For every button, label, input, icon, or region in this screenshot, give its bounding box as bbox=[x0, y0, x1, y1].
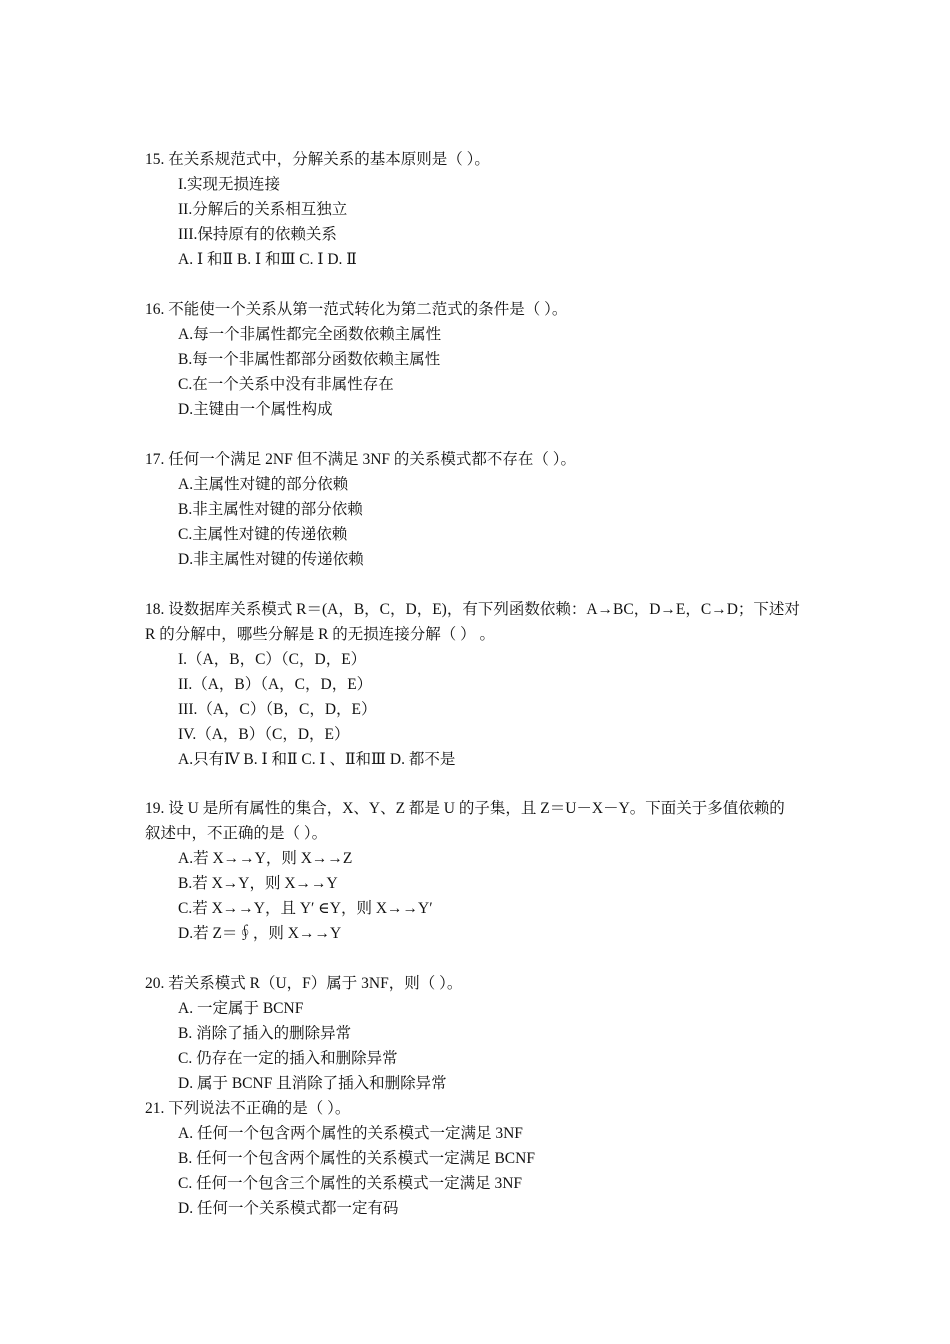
question-17-option: C.主属性对键的传递依赖 bbox=[178, 526, 348, 543]
question-16-stem: 16. 不能使一个关系从第一范式转化为第二范式的条件是（ ）。 bbox=[145, 301, 568, 318]
question-20-option: D. 属于 BCNF 且消除了插入和删除异常 bbox=[178, 1075, 447, 1092]
question-19-option: A.若 X→→Y，则 X→→Z bbox=[178, 850, 353, 867]
question-15-option: III.保持原有的依赖关系 bbox=[178, 226, 337, 243]
question-20-stem: 20. 若关系模式 R（U，F）属于 3NF，则（ ）。 bbox=[145, 975, 463, 992]
question-20-option: B. 消除了插入的删除异常 bbox=[178, 1025, 352, 1042]
question-20-option: A. 一定属于 BCNF bbox=[178, 1000, 304, 1017]
question-15-option: I.实现无损连接 bbox=[178, 176, 281, 193]
question-21-option: C. 任何一个包含三个属性的关系模式一定满足 3NF bbox=[178, 1175, 523, 1192]
question-17-stem: 17. 任何一个满足 2NF 但不满足 3NF 的关系模式都不存在（ ）。 bbox=[145, 451, 577, 468]
question-19-option: D.若 Z＝∮，则 X→→Y bbox=[178, 925, 342, 942]
question-19-option: B.若 X→Y，则 X→→Y bbox=[178, 875, 338, 892]
question-16-option: C.在一个关系中没有非属性存在 bbox=[178, 376, 394, 393]
question-21-stem: 21. 下列说法不正确的是（ ）。 bbox=[145, 1100, 351, 1117]
question-18-option: IV.（A，B）（C，D，E） bbox=[178, 726, 350, 743]
question-21-option: A. 任何一个包含两个属性的关系模式一定满足 3NF bbox=[178, 1125, 523, 1142]
question-18-option: II.（A，B）（A，C，D，E） bbox=[178, 676, 373, 693]
question-15-answer-choices: A. Ⅰ 和Ⅱ B. Ⅰ 和Ⅲ C. Ⅰ D. Ⅱ bbox=[178, 251, 357, 268]
question-16-option: D.主键由一个属性构成 bbox=[178, 401, 333, 418]
question-18-option: III.（A，C）（B，C，D，E） bbox=[178, 701, 377, 718]
question-18-answer-choices: A.只有Ⅳ B. Ⅰ 和Ⅱ C. Ⅰ 、Ⅱ和Ⅲ D. 都不是 bbox=[178, 751, 456, 768]
question-17-option: D.非主属性对键的传递依赖 bbox=[178, 551, 364, 568]
question-16-option: B.每一个非属性都部分函数依赖主属性 bbox=[178, 351, 441, 368]
question-20-option: C. 仍存在一定的插入和删除异常 bbox=[178, 1050, 398, 1067]
question-18-stem-continued: R 的分解中，哪些分解是 R 的无损连接分解（ ） 。 bbox=[145, 626, 496, 643]
question-19-option: C.若 X→→Y，且 Y′ ∈Y，则 X→→Y′ bbox=[178, 900, 433, 917]
question-17-option: B.非主属性对键的部分依赖 bbox=[178, 501, 363, 518]
question-15-option: II.分解后的关系相互独立 bbox=[178, 201, 348, 218]
question-18-option: I.（A，B，C）（C，D，E） bbox=[178, 651, 367, 668]
question-18-stem: 18. 设数据库关系模式 R＝(A，B，C，D，E)，有下列函数依赖：A→BC，D→E，C→D；下述对 bbox=[145, 601, 800, 618]
question-19-stem-continued: 叙述中，不正确的是（ ）。 bbox=[145, 825, 328, 842]
question-19-stem: 19. 设 U 是所有属性的集合，X、Y、Z 都是 U 的子集，且 Z＝U－X－Y。下面关于多值依赖的 bbox=[145, 800, 785, 817]
question-17-option: A.主属性对键的部分依赖 bbox=[178, 476, 349, 493]
question-21-option: D. 任何一个关系模式都一定有码 bbox=[178, 1200, 399, 1217]
question-21-option: B. 任何一个包含两个属性的关系模式一定满足 BCNF bbox=[178, 1150, 535, 1167]
question-15-stem: 15. 在关系规范式中，分解关系的基本原则是（ ）。 bbox=[145, 151, 490, 168]
question-16-option: A.每一个非属性都完全函数依赖主属性 bbox=[178, 326, 442, 343]
